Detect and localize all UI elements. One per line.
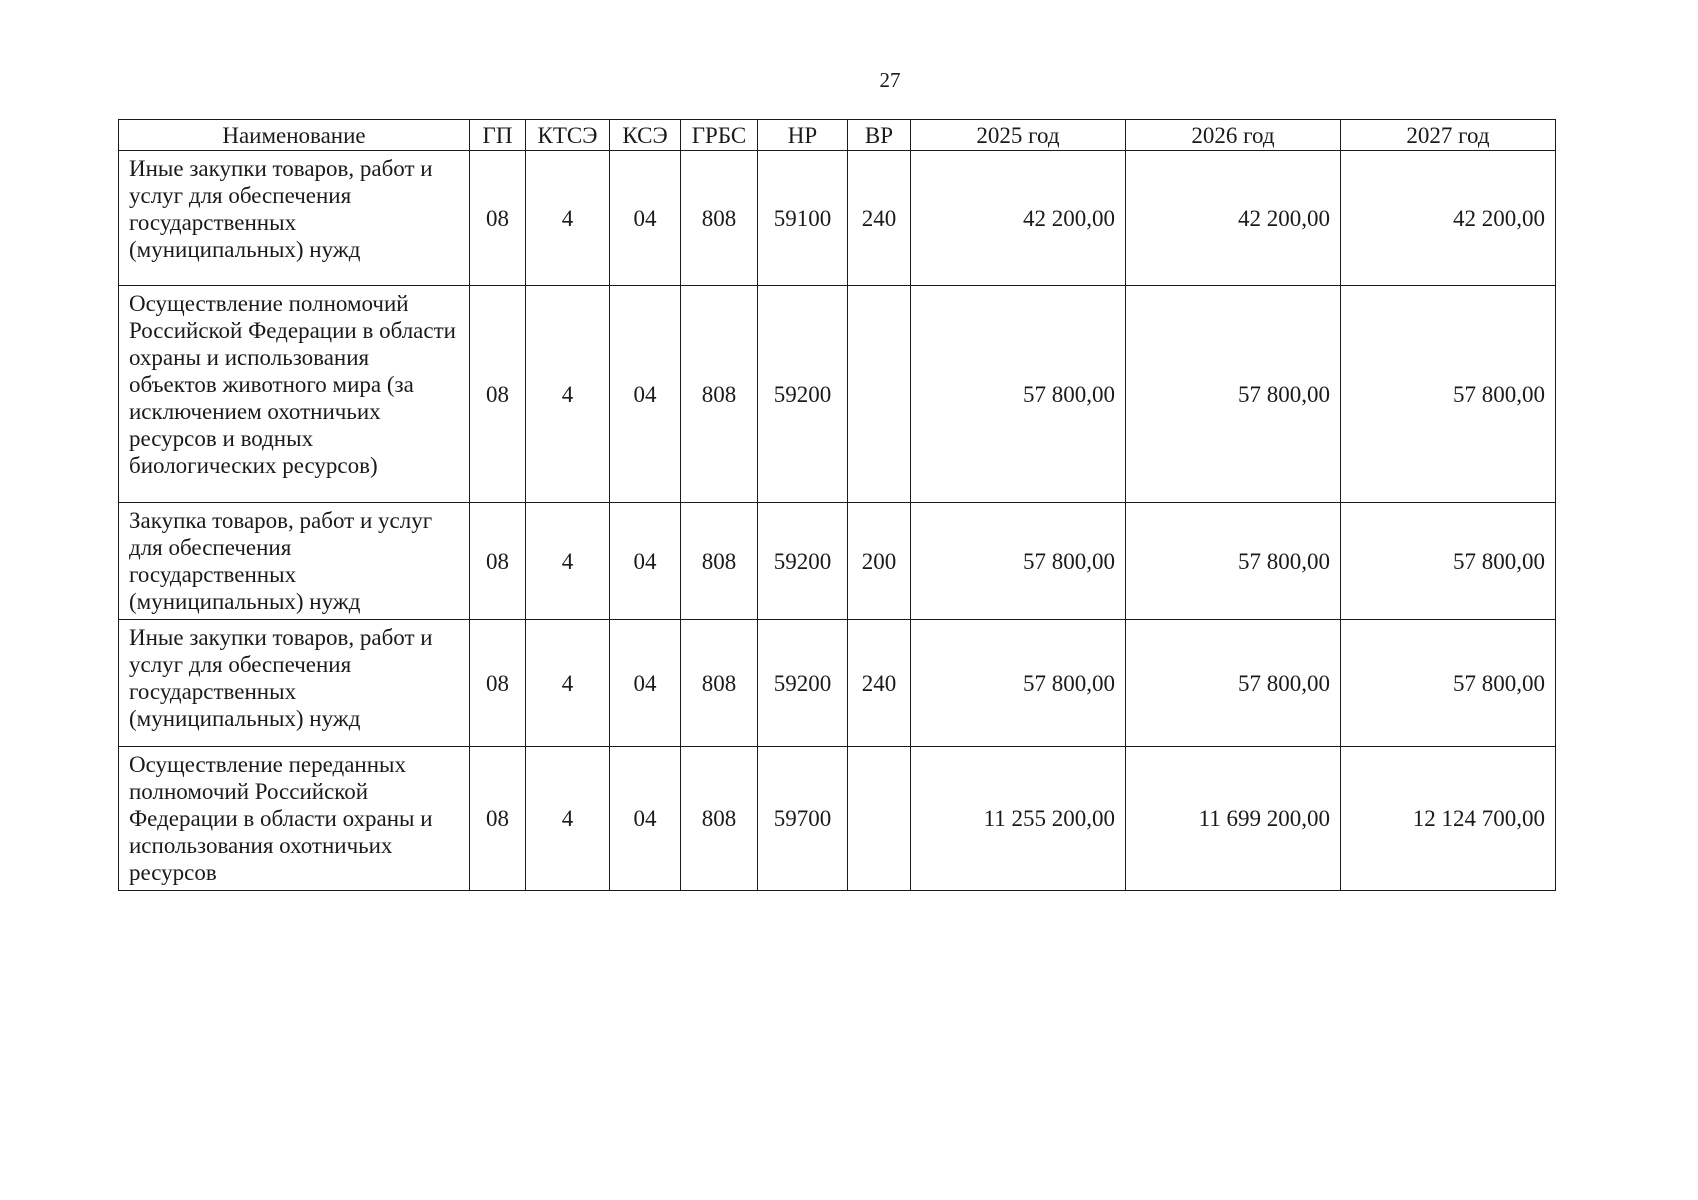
cell-gp: 08 [470,620,526,747]
cell-ktse: 4 [526,503,610,620]
cell-2025: 42 200,00 [911,151,1126,286]
cell-gp: 08 [470,503,526,620]
header-gp: ГП [470,120,526,151]
cell-2027: 42 200,00 [1341,151,1556,286]
cell-name: Осуществление переданных полномочий Российской Федерации в области охраны и использования охотничьих ресурсов [119,747,470,891]
cell-2027: 57 800,00 [1341,620,1556,747]
header-2025: 2025 год [911,120,1126,151]
cell-name: Закупка товаров, работ и услуг для обеспечения государственных (муниципальных) нужд [119,503,470,620]
cell-nr: 59200 [758,620,848,747]
header-nr: НР [758,120,848,151]
header-2026: 2026 год [1126,120,1341,151]
header-name: Наименование [119,120,470,151]
cell-vr: 240 [848,620,911,747]
cell-2025: 57 800,00 [911,503,1126,620]
cell-2025: 11 255 200,00 [911,747,1126,891]
cell-2025: 57 800,00 [911,620,1126,747]
cell-vr: 200 [848,503,911,620]
cell-kse: 04 [610,151,681,286]
cell-ktse: 4 [526,286,610,503]
cell-ktse: 4 [526,620,610,747]
cell-grbs: 808 [681,620,758,747]
cell-nr: 59100 [758,151,848,286]
table-row [119,151,1556,286]
cell-2027: 12 124 700,00 [1341,747,1556,891]
cell-nr: 59700 [758,747,848,891]
cell-2027: 57 800,00 [1341,286,1556,503]
budget-table [118,119,1556,891]
cell-gp: 08 [470,151,526,286]
cell-2026: 57 800,00 [1126,286,1341,503]
cell-2027: 57 800,00 [1341,503,1556,620]
cell-grbs: 808 [681,747,758,891]
header-ktse: КТСЭ [526,120,610,151]
table-row [119,620,1556,747]
cell-ktse: 4 [526,747,610,891]
cell-2025: 57 800,00 [911,286,1126,503]
cell-kse: 04 [610,503,681,620]
cell-name: Осуществление полномочий Российской Федерации в области охраны и использования объектов животного мира (за исключением охотничьих ресурсов и водных биологических ресурсов) [119,286,470,503]
cell-grbs: 808 [681,503,758,620]
cell-vr: 240 [848,151,911,286]
cell-gp: 08 [470,286,526,503]
cell-grbs: 808 [681,286,758,503]
cell-grbs: 808 [681,151,758,286]
cell-vr [848,286,911,503]
cell-2026: 11 699 200,00 [1126,747,1341,891]
cell-name: Иные закупки товаров, работ и услуг для обеспечения государственных (муниципальных) нужд [119,620,470,747]
table-row [119,503,1556,620]
header-vr: ВР [848,120,911,151]
header-kse: КСЭ [610,120,681,151]
cell-ktse: 4 [526,151,610,286]
cell-nr: 59200 [758,286,848,503]
table-row [119,286,1556,503]
cell-nr: 59200 [758,503,848,620]
cell-kse: 04 [610,620,681,747]
cell-2026: 57 800,00 [1126,620,1341,747]
cell-vr [848,747,911,891]
page-number: 27 [879,68,901,92]
cell-2026: 42 200,00 [1126,151,1341,286]
header-grbs: ГРБС [681,120,758,151]
header-2027: 2027 год [1341,120,1556,151]
cell-name: Иные закупки товаров, работ и услуг для обеспечения государственных (муниципальных) нужд [119,151,470,286]
cell-2026: 57 800,00 [1126,503,1341,620]
table-row [119,747,1556,891]
cell-kse: 04 [610,286,681,503]
cell-kse: 04 [610,747,681,891]
cell-gp: 08 [470,747,526,891]
table-header-row [119,120,1556,151]
